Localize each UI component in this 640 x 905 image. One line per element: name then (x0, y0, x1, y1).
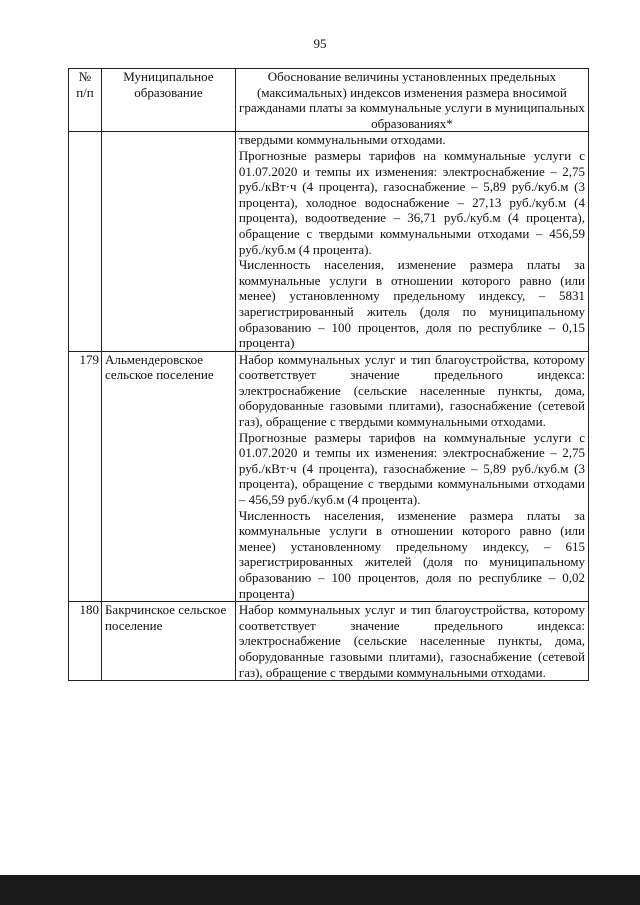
row-number: 179 (69, 351, 102, 602)
header-municipality: Муниципальное образование (101, 69, 235, 132)
table-header-row (69, 69, 589, 132)
row-municipality: Бакрчинское сельское поселение (101, 602, 235, 681)
justification-paragraph: твердыми коммунальными отходами. (238, 132, 446, 148)
justification-paragraph: Численность населения, изменение размера платы за коммунальные услуги в отношении которого равно (или менее) установленному предельному индексу, – 615 зарегистрированных жителей (доля по муниципальному образованию – 100 процентов, доля по республике – 0,02 процента) (238, 507, 585, 601)
table-row (69, 602, 589, 681)
justification-paragraph: Численность населения, изменение размера платы за коммунальные услуги в отношении которого равно (или менее) установленному предельному индексу, – 5831 зарегистрированный житель (доля по муниципальному образованию – 100 процентов, доля по республике – 0,15 процента) (238, 257, 585, 351)
header-num: № п/п (69, 69, 102, 132)
row-justification (235, 351, 588, 602)
header-justification: Обоснование величины установленных предельных (максимальных) индексов изменения размера вносимой гражданами платы за коммунальные услуги в муниципальных образованиях* (235, 69, 588, 132)
index-justification-table (68, 68, 589, 681)
page-number: 95 (313, 36, 327, 51)
row-justification (235, 602, 588, 681)
row-municipality: Альмендеровское сельское поселение (101, 351, 235, 602)
justification-paragraph: Прогнозные размеры тарифов на коммунальные услуги с 01.07.2020 и темпы их изменения: электроснабжение – 2,75 руб./кВт·ч (4 процента), газоснабжение – 5,89 руб./куб.м (3 процента), обращение с твердыми коммунальными отходами – 456,59 руб./куб.м (4 процента). (238, 429, 585, 508)
row-number: 180 (69, 602, 102, 681)
row-justification (235, 132, 588, 351)
justification-paragraph: Набор коммунальных услуг и тип благоустройства, которому соответствует значение предельного индекса: электроснабжение (сельские населенные пункты, дома, оборудованные газовыми плитами), газоснабжение (сетевой газ), обращение с твердыми коммунальными отходами. (238, 602, 585, 680)
justification-paragraph: Прогнозные размеры тарифов на коммунальные услуги с 01.07.2020 и темпы их изменения: электроснабжение – 2,75 руб./кВт·ч (4 процента), газоснабжение – 5,89 руб./куб.м (3 процента), холодное водоснабжение – 27,13 руб./куб.м (4 процента), водоотведение – 36,71 руб./куб.м (4 процента), обращение с твердыми коммунальными отходами – 456,59 руб./куб.м (4 процента). (238, 147, 585, 257)
table-row (69, 132, 589, 351)
justification-paragraph: Набор коммунальных услуг и тип благоустройства, которому соответствует значение предельного индекса: электроснабжение (сельские населенные пункты, дома, оборудованные газовыми плитами), газоснабжение (сетевой газ), обращение с твердыми коммунальными отходами. (238, 351, 585, 430)
row-municipality (101, 132, 235, 351)
scan-bottom-edge (0, 875, 640, 905)
row-number (69, 132, 102, 351)
table-row (69, 351, 589, 602)
